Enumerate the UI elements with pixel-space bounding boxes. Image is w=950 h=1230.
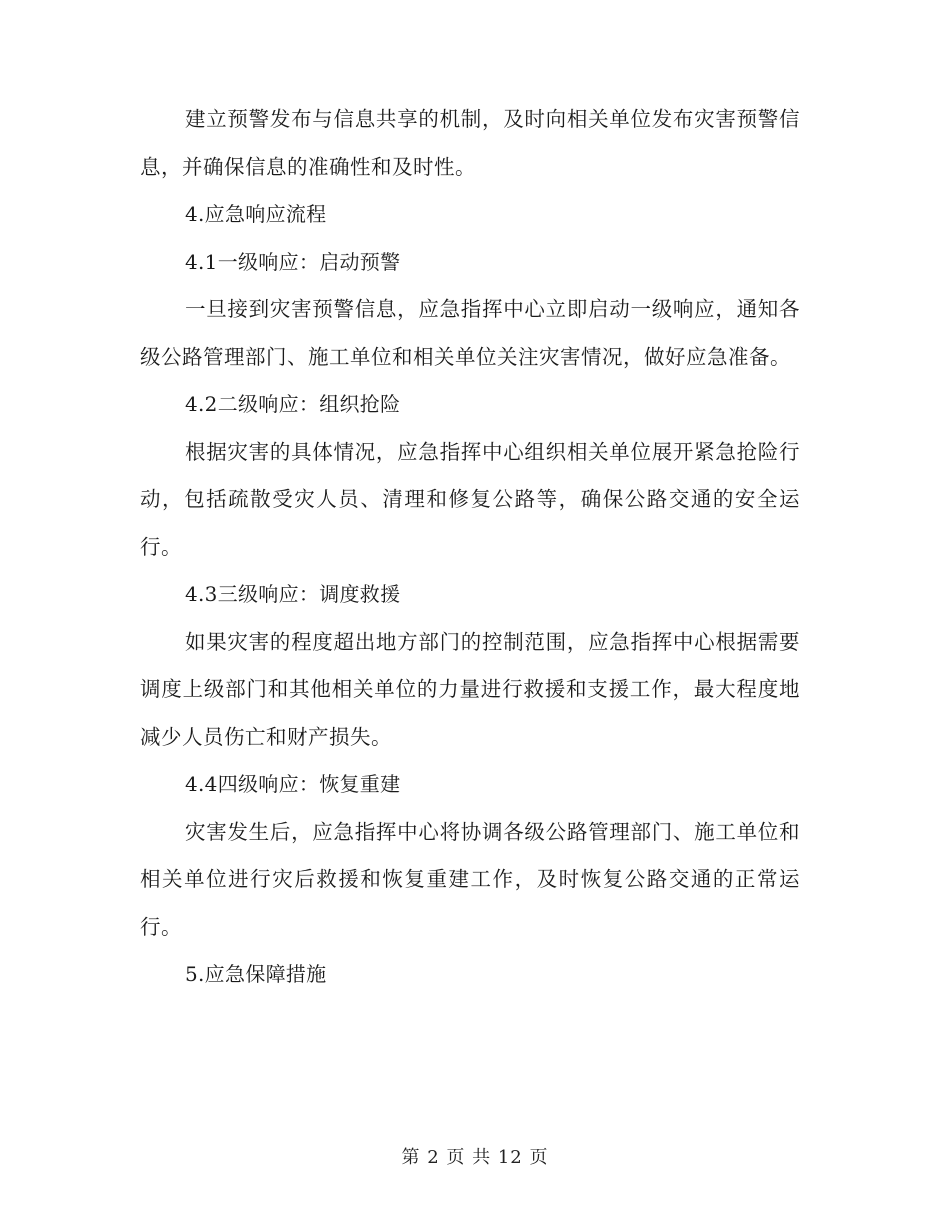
subsection-heading-level-4: 4.4四级响应：恢复重建 xyxy=(185,772,401,796)
subsection-heading-level-3: 4.3三级响应：调度救援 xyxy=(185,582,401,606)
subsection-heading-level-1: 4.1一级响应：启动预警 xyxy=(185,249,401,274)
section-heading-emergency-response: 4.应急响应流程 xyxy=(185,202,327,226)
paragraph-level-4: 灾害发生后，应急指挥中心将协调各级公路管理部门、施工单位和相关单位进行灾后救援和恢复重建工作，及时恢复公路交通的正常运行。 xyxy=(140,819,800,939)
section-heading-safeguards: 5.应急保障措施 xyxy=(185,962,327,986)
paragraph-level-2: 根据灾害的具体情况，应急指挥中心组织相关单位展开紧急抢险行动，包括疏散受灾人员、清理和修复公路等，确保公路交通的安全运行。 xyxy=(140,439,800,559)
paragraph-level-1: 一旦接到灾害预警信息，应急指挥中心立即启动一级响应，通知各级公路管理部门、施工单位和相关单位关注灾害情况，做好应急准备。 xyxy=(140,297,800,369)
paragraph-warning-mechanism: 建立预警发布与信息共享的机制，及时向相关单位发布灾害预警信息，并确保信息的准确性和及时性。 xyxy=(140,107,800,179)
document-body xyxy=(140,96,800,999)
paragraph-level-3: 如果灾害的程度超出地方部门的控制范围，应急指挥中心根据需要调度上级部门和其他相关单位的力量进行救援和支援工作，最大程度地减少人员伤亡和财产损失。 xyxy=(140,629,800,749)
page-number-footer: 第 2 页 共 12 页 xyxy=(401,1147,549,1168)
subsection-heading-level-2: 4.2二级响应：组织抢险 xyxy=(185,392,401,416)
